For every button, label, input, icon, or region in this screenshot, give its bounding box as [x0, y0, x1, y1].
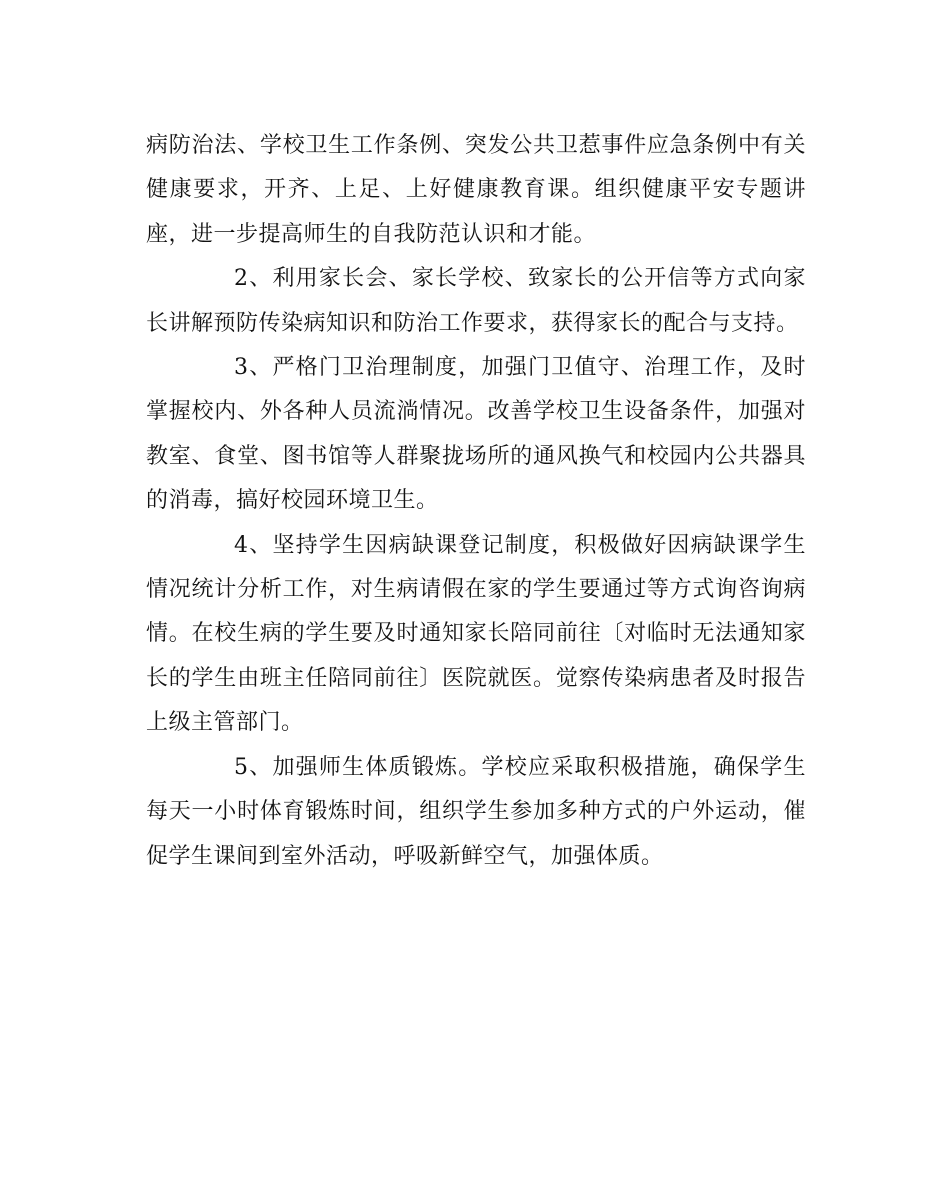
paragraph-item-2: 2、利用家长会、家长学校、致家长的公开信等方式向家长讲解预防传染病知识和防治工作要求，获得家长的配合与支持。 — [146, 266, 806, 336]
paragraph-item-3: 3、严格门卫治理制度，加强门卫值守、治理工作，及时掌握校内、外各种人员流淌情况。改善学校卫生设备条件，加强对教室、食堂、图书馆等人群聚拢场所的通风换气和校园内公共器具的消毒，搞好校园环境卫生。 — [146, 355, 806, 514]
paragraph-item-5: 5、加强师生体质锻炼。学校应采取积极措施，确保学生每天一小时体育锻炼时间，组织学生参加多种方式的户外运动，催促学生课间到室外活动，呼吸新鲜空气，加强体质。 — [146, 754, 806, 869]
paragraph-continuation: 病防治法、学校卫生工作条例、突发公共卫惹事件应急条例中有关健康要求，开齐、上足、上好健康教育课。组织健康平安专题讲座，进一步提高师生的自我防范认识和才能。 — [146, 133, 806, 247]
paragraph-item-4: 4、坚持学生因病缺课登记制度，积极做好因病缺课学生情况统计分析工作，对生病请假在家的学生要通过等方式询咨询病情。在校生病的学生要及时通知家长陪同前往〔对临时无法通知家长的学生由班主任陪同前往〕医院就医。觉察传染病患者及时报告上级主管部门。 — [146, 532, 806, 736]
document-body — [146, 124, 806, 879]
